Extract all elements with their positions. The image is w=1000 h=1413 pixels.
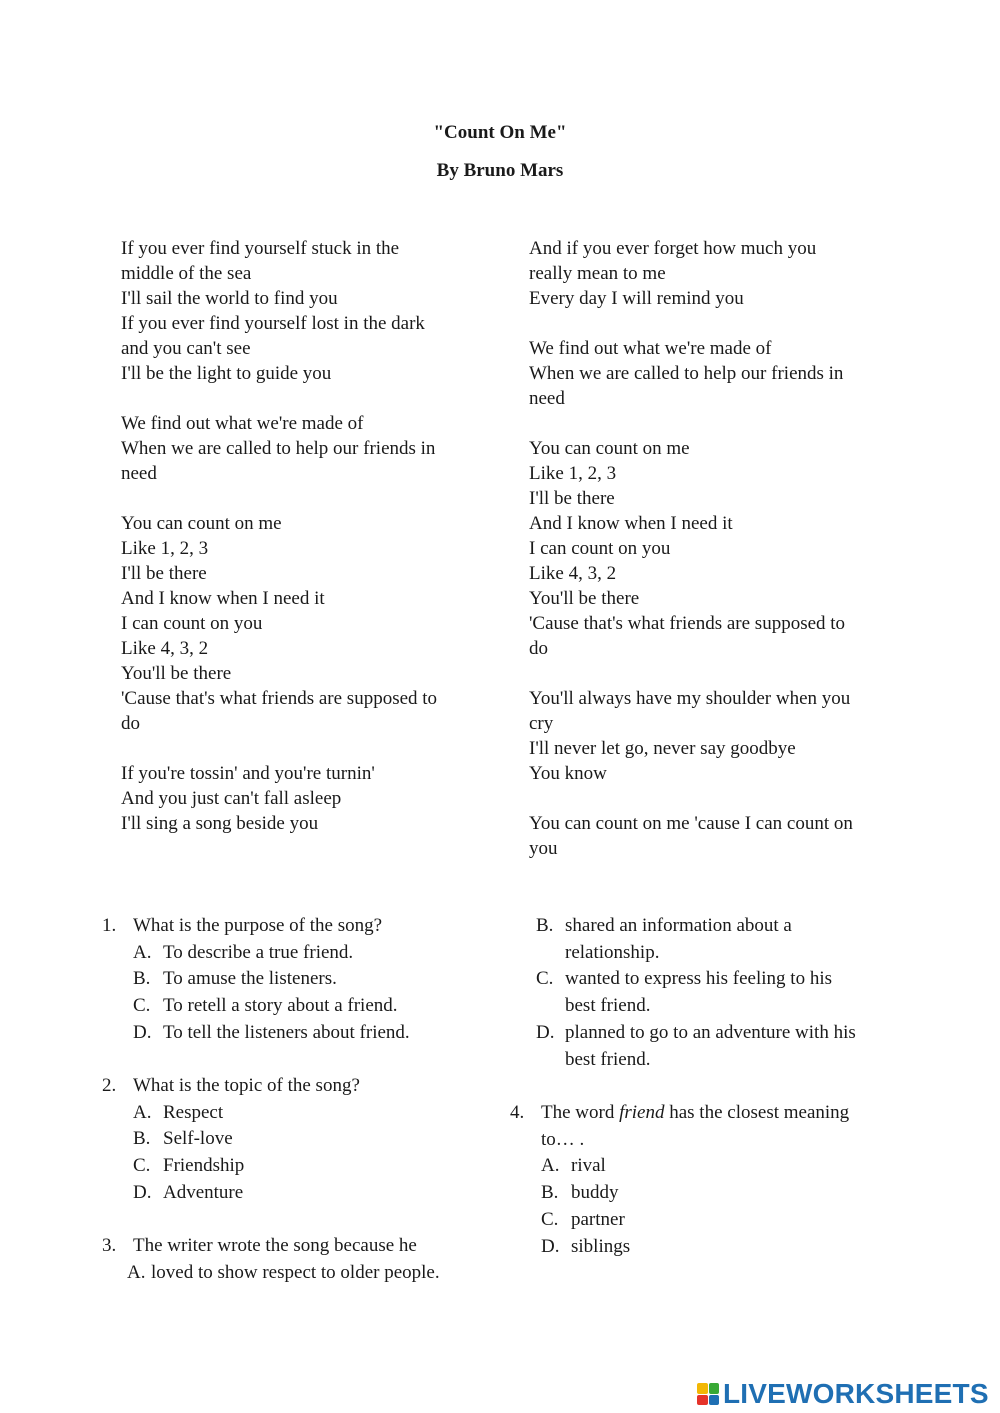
lyrics-left-column [121,236,481,861]
lyric-line: do [121,713,140,734]
option-letter: A. [127,1261,146,1283]
lyric-stanza [121,236,481,386]
question-4 [510,1100,891,1260]
option-d[interactable] [133,1180,493,1207]
question-2-stem [102,1073,493,1100]
lyric-line: Every day I will remind you [529,288,744,309]
question-text: What is the topic of the song? [133,1075,360,1096]
option-a[interactable] [133,940,493,967]
lyric-line: I'll be there [121,563,207,584]
question-text-line2: to… . [541,1128,585,1150]
lyric-line: If you ever find yourself stuck in the [121,238,400,259]
song-title: "Count On Me" [433,122,567,143]
lyric-line: If you're tossin' and you're turnin' [121,763,375,784]
lyric-line: I'll be there [529,488,615,509]
lyric-line: And you just can't fall asleep [121,788,342,809]
lyric-line: When we are called to help our friends in [529,363,844,384]
option-letter: C. [133,1155,151,1177]
question-text: What is the purpose of the song? [133,915,383,936]
question-number: 1. [102,915,117,936]
option-letter: B. [133,1128,151,1150]
option-letter: A. [133,941,152,963]
question-3-stem [102,1233,493,1260]
lyric-stanza [121,411,481,486]
logo-square-green [709,1383,720,1394]
logo-square-blue [709,1395,720,1406]
question-1 [102,913,493,1047]
lyric-line: I'll be the light to guide you [121,363,332,384]
lyric-line: Like 4, 3, 2 [529,563,617,584]
lyric-line: You can count on me [121,513,282,534]
lyric-stanza [121,761,481,836]
option-c[interactable] [133,993,493,1020]
option-letter: D. [541,1235,560,1257]
option-a[interactable] [133,1100,493,1127]
logo-mark-icon [697,1383,719,1405]
lyric-line: really mean to me [529,263,666,284]
lyric-line: You'll be there [121,663,232,684]
question-number: 2. [102,1075,117,1096]
lyric-line: You'll always have my shoulder when you [529,688,851,709]
option-text: siblings [571,1235,631,1257]
option-b[interactable] [133,1126,493,1153]
option-text: partner [571,1208,625,1230]
lyric-stanza [529,811,889,861]
lyric-line: You'll be there [529,588,640,609]
option-b[interactable] [133,966,493,993]
lyric-line: You know [529,763,607,784]
question-number: 4. [510,1102,525,1123]
lyric-line: I'll sing a song beside you [121,813,319,834]
option-letter: B. [536,915,554,936]
lyric-stanza [121,511,481,736]
lyric-line: and you can't see [121,338,251,359]
lyric-line: And if you ever forget how much you [529,238,817,259]
lyric-line: We find out what we're made of [121,413,364,434]
logo-wordmark: LIVEWORKSHEETS [723,1378,989,1409]
lyric-stanza [529,236,889,311]
option-letter: C. [541,1208,559,1230]
option-text: loved to show respect to older people. [151,1261,440,1283]
option-letter: D. [536,1021,555,1043]
lyric-line: middle of the sea [121,263,252,284]
lyric-line: 'Cause that's what friends are supposed to [529,613,846,634]
option-text: Self-love [163,1128,233,1150]
lyric-line: You can count on me 'cause I can count on [529,813,853,834]
option-text: Respect [163,1101,224,1123]
option-d[interactable] [541,1234,891,1261]
question-number: 3. [102,1235,117,1256]
option-d[interactable] [133,1020,493,1047]
lyric-stanza [529,436,889,661]
option-c[interactable] [536,966,896,1019]
question-text-end: has the closest meaning [664,1102,850,1123]
option-letter: B. [133,968,151,990]
lyric-line: I'll sail the world to find you [121,288,338,309]
option-letter: A. [541,1155,560,1177]
option-text: shared an information about a [565,915,792,936]
option-text-cont: best friend. [565,995,651,1017]
lyric-line: need [121,463,157,484]
option-letter: A. [133,1101,152,1123]
option-text-cont: best friend. [565,1048,651,1070]
option-letter: B. [541,1182,559,1204]
question-text: The word [541,1102,620,1123]
liveworksheets-logo[interactable] [697,1377,989,1411]
question-2 [102,1073,493,1207]
lyric-line: And I know when I need it [121,588,325,609]
lyric-line: need [529,388,565,409]
option-text: planned to go to an adventure with his [565,1021,856,1043]
question-1-stem [102,913,493,940]
lyric-line: If you ever find yourself lost in the dark [121,313,425,334]
option-text: wanted to express his feeling to his [565,968,833,990]
option-text: buddy [571,1182,619,1204]
option-letter: C. [133,995,151,1017]
option-text: To tell the listeners about friend. [163,1021,410,1043]
question-3-continued [536,913,896,1073]
lyric-line: I can count on you [529,538,671,559]
lyric-line: you [529,838,558,859]
option-c[interactable] [133,1153,493,1180]
question-3 [102,1233,493,1286]
option-letter: D. [133,1181,152,1203]
option-text-cont: relationship. [565,941,660,963]
logo-square-red [697,1395,708,1406]
lyrics-right-column [529,236,889,886]
lyric-line: Like 1, 2, 3 [529,463,617,484]
lyric-line: I can count on you [121,613,263,634]
option-d[interactable] [536,1020,896,1073]
option-text: rival [571,1155,606,1177]
option-c[interactable] [541,1207,891,1234]
option-text: To retell a story about a friend. [163,995,398,1017]
logo-square-yellow [697,1383,708,1394]
option-b[interactable] [541,1180,891,1207]
lyric-line: do [529,638,548,659]
option-a[interactable] [127,1260,493,1287]
option-letter: D. [133,1021,152,1043]
question-text: The writer wrote the song because he [133,1235,417,1256]
lyric-line: I'll never let go, never say goodbye [529,738,796,759]
lyric-line: When we are called to help our friends in [121,438,436,459]
lyric-line: And I know when I need it [529,513,733,534]
option-text: Adventure [163,1181,244,1203]
option-text: Friendship [163,1155,245,1177]
option-b[interactable] [536,913,896,966]
lyric-line: Like 4, 3, 2 [121,638,209,659]
lyric-line: 'Cause that's what friends are supposed to [121,688,438,709]
option-letter: C. [536,968,554,990]
option-a[interactable] [541,1153,891,1180]
option-text: To describe a true friend. [163,941,354,963]
lyric-stanza [529,336,889,411]
lyric-line: You can count on me [529,438,690,459]
lyric-line: We find out what we're made of [529,338,772,359]
lyric-stanza [529,686,889,786]
question-emphasis: friend [619,1102,665,1123]
question-4-stem [510,1100,891,1153]
lyric-line: Like 1, 2, 3 [121,538,209,559]
option-text: To amuse the listeners. [163,968,337,990]
song-author: By Bruno Mars [436,160,564,181]
lyric-line: cry [529,713,554,734]
